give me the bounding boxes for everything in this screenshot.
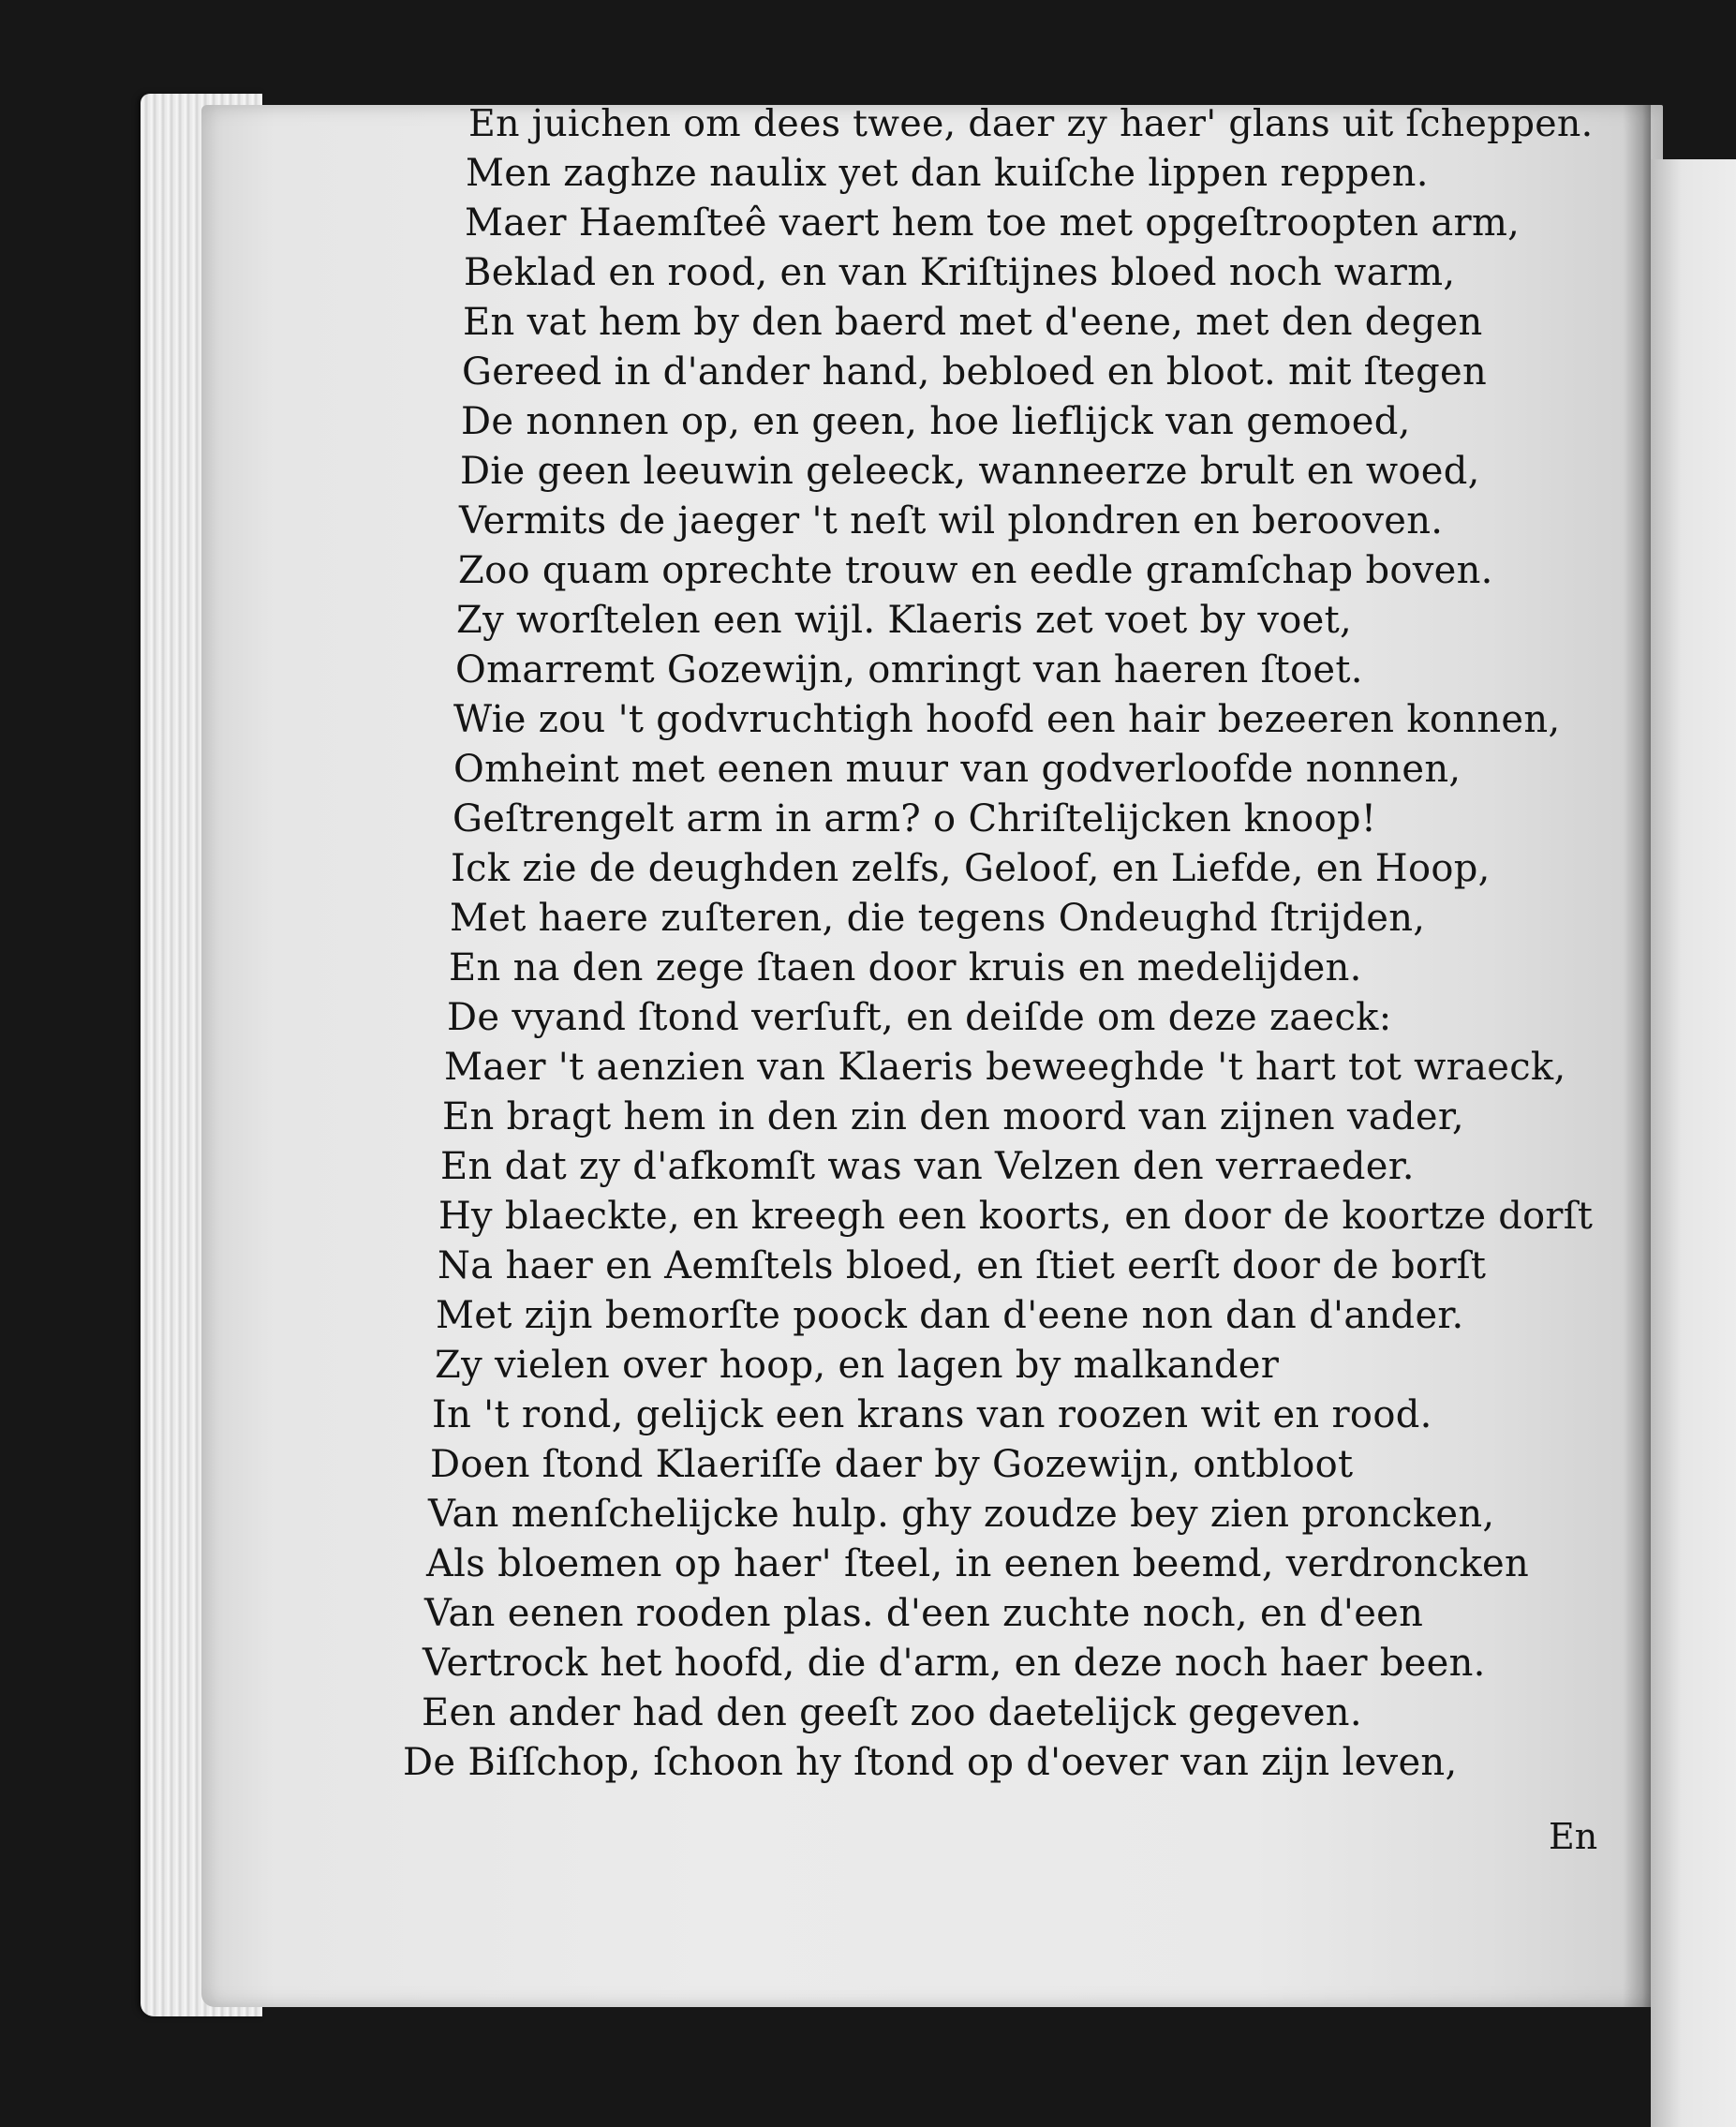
verse-line: Een ander had den geeſt zoo daetelijck gegeven.	[422, 1691, 1362, 1734]
verse-line: Met haere zuſteren, die tegens Ondeughd ſtrijden,	[450, 897, 1426, 940]
catchword: En	[1549, 1816, 1598, 1857]
verse-line: Die geen leeuwin geleeck, wanneerze brult en woed,	[460, 450, 1480, 493]
verse-line: Omheint met eenen muur van godverloofde nonnen,	[453, 748, 1462, 791]
verse-line: En bragt hem in den zin den moord van zijnen vader,	[442, 1095, 1464, 1138]
verse-line: De vyand ſtond verſuft, en deiſde om deze zaeck:	[447, 996, 1392, 1039]
verse-line: Zy vielen over hoop, en lagen by malkander	[435, 1344, 1280, 1387]
verse-line: Van menſchelijcke hulp. ghy zoudze bey zien proncken,	[428, 1493, 1495, 1536]
verse-line: Ick zie de deughden zelfs, Geloof, en Liefde, en Hoop,	[451, 847, 1491, 890]
verse-line: Als bloemen op haer' ſteel, in eenen beemd, verdroncken	[426, 1542, 1530, 1585]
verse-line: Zoo quam oprechte trouw en eedle gramſchap boven.	[458, 549, 1493, 592]
verse-line: En vat hem by den baerd met d'eene, met den degen	[463, 301, 1483, 344]
verse-line: Men zaghze naulix yet dan kuiſche lippen reppen.	[466, 152, 1429, 195]
verse-line: Geſtrengelt arm in arm? o Chriſtelijcken knoop!	[453, 797, 1377, 840]
verse-line: Wie zou 't godvruchtigh hoofd een hair bezeeren konnen,	[453, 698, 1561, 741]
verse-line: Zy worſtelen een wijl. Klaeris zet voet by voet,	[456, 599, 1353, 642]
verse-line: De Biſſchop, ſchoon hy ſtond op d'oever van zijn leven,	[403, 1741, 1458, 1784]
verse-line: Beklad en rood, en van Kriſtijnes bloed noch warm,	[464, 251, 1456, 294]
verse-line: En juichen om dees twee, daer zy haer' glans uit ſcheppen.	[468, 102, 1594, 145]
verse-line: Omarremt Gozewijn, omringt van haeren ſtoet.	[455, 648, 1363, 692]
verse-line: Maer 't aenzien van Klaeris beweeghde 't hart tot wraeck,	[444, 1046, 1566, 1089]
verse-line: En na den zege ſtaen door kruis en medelijden.	[449, 946, 1362, 989]
verse-line: Doen ſtond Klaeriſſe daer by Gozewijn, ontbloot	[430, 1443, 1354, 1486]
verse-line: Maer Haemſteê vaert hem toe met opgeſtroopten arm,	[465, 201, 1521, 245]
verse-line: En dat zy d'afkomſt was van Velzen den verraeder.	[440, 1145, 1415, 1188]
verse-line: Van eenen rooden plas. d'een zuchte noch, en d'een	[424, 1592, 1424, 1635]
verse-line: Hy blaeckte, en kreegh een koorts, en door de koortze dorſt	[438, 1195, 1594, 1238]
verse-line: In 't rond, gelijck een krans van roozen wit en rood.	[432, 1393, 1432, 1436]
verse-line: De nonnen op, en geen, hoe lieflijck van gemoed,	[461, 400, 1411, 443]
verse-line: Met zijn bemorſte poock dan d'eene non dan d'ander.	[436, 1294, 1464, 1337]
verse-line: Gereed in d'ander hand, bebloed en bloot. mit ſtegen	[462, 350, 1488, 394]
verse-line: Na haer en Aemſtels bloed, en ſtiet eerſt door de borſt	[438, 1244, 1487, 1287]
verse-line: Vermits de jaeger 't neſt wil plondren en berooven.	[459, 499, 1444, 543]
verse-line: Vertrock het hoofd, die d'arm, en deze noch haer been.	[423, 1642, 1486, 1685]
